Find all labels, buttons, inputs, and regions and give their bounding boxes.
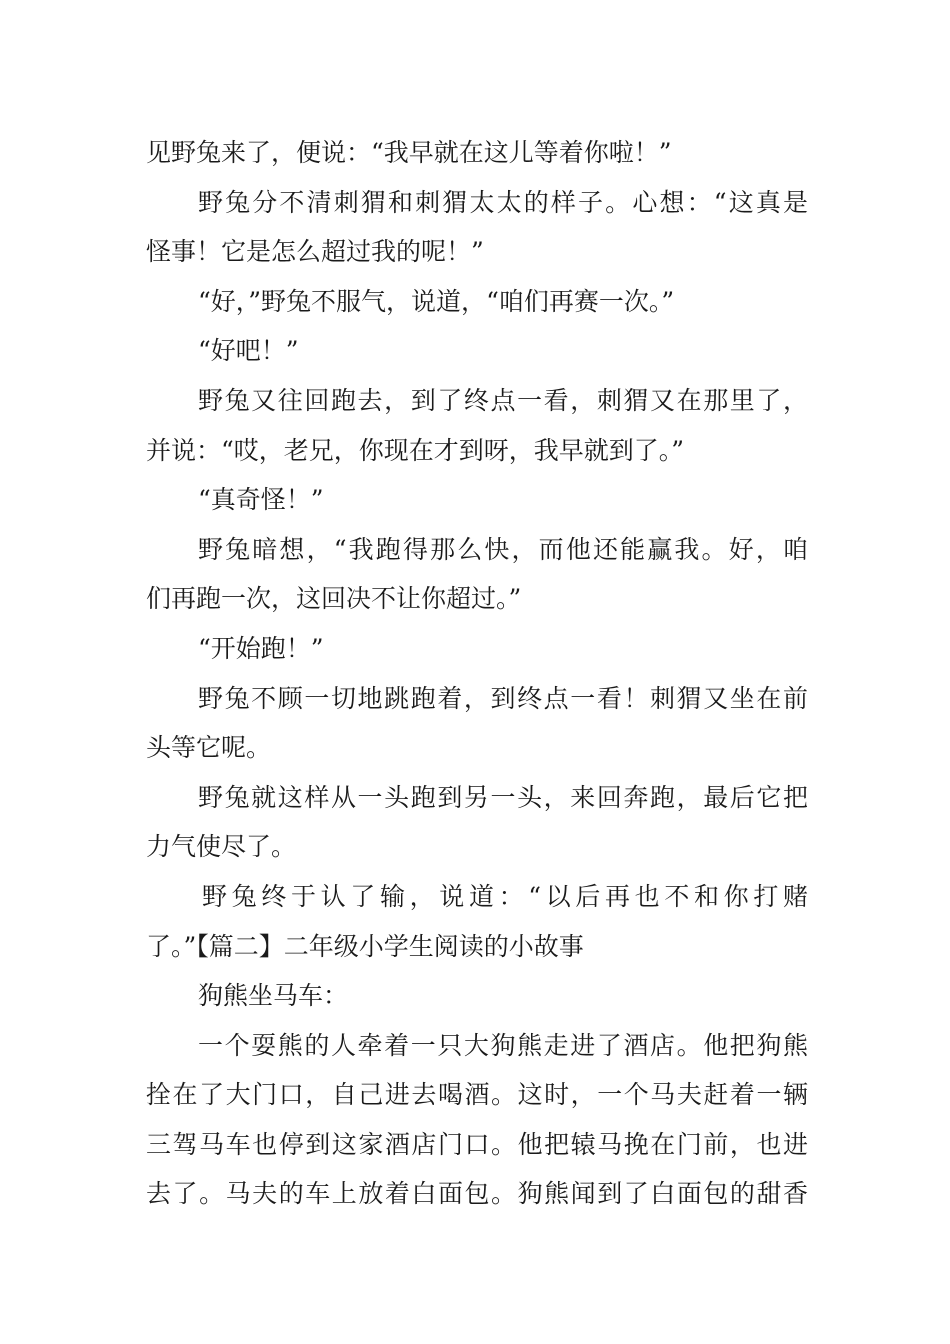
text-line: 拴在了大门口，自己进去喝酒。这时，一个马夫赶着一辆 [146,1080,808,1110]
text-line: 野兔暗想，“我跑得那么快，而他还能赢我。好，咱 [198,534,808,564]
text-line: “好吧！” [198,336,299,366]
text-line: 力气使尽了。 [146,832,297,862]
text-line: 并说：“哎，老兄，你现在才到呀，我早就到了。” [146,435,685,465]
story-text [146,128,808,1219]
text-line: 头等它呢。 [146,733,272,763]
text-line: 野兔终于认了输，说道：“以后再也不和你打赌 [202,881,808,911]
text-line: 野兔就这样从一头跑到另一头，来回奔跑，最后它把 [198,782,808,812]
text-line: 怪事！它是怎么超过我的呢！” [146,237,484,267]
text-line: “开始跑！” [198,633,324,663]
text-line: 去了。马夫的车上放着白面包。狗熊闻到了白面包的甜香 [146,1179,808,1209]
text-line: 们再跑一次，这回决不让你超过。” [146,584,522,614]
text-line: 见野兔来了，便说：“我早就在这儿等着你啦！” [146,138,672,167]
text-line: 野兔分不清刺猬和刺猬太太的样子。心想：“这真是 [198,187,808,217]
text-line: 野兔不顾一切地跳跑着，到终点一看！刺猬又坐在前 [198,683,808,713]
text-line: 野兔又往回跑去，到了终点一看，刺猬又在那里了， [198,385,808,415]
text-line: 狗熊坐马车： [198,981,349,1011]
text-line: 了。”【篇二】二年级小学生阅读的小故事 [146,931,584,961]
text-line: 一个耍熊的人牵着一只大狗熊走进了酒店。他把狗熊 [198,1030,808,1060]
text-line: 三驾马车也停到这家酒店门口。他把辕马挽在门前，也进 [146,1129,808,1159]
text-line: “真奇怪！” [198,485,324,515]
text-line: “好，”野兔不服气，说道，“咱们再赛一次。” [198,286,675,316]
